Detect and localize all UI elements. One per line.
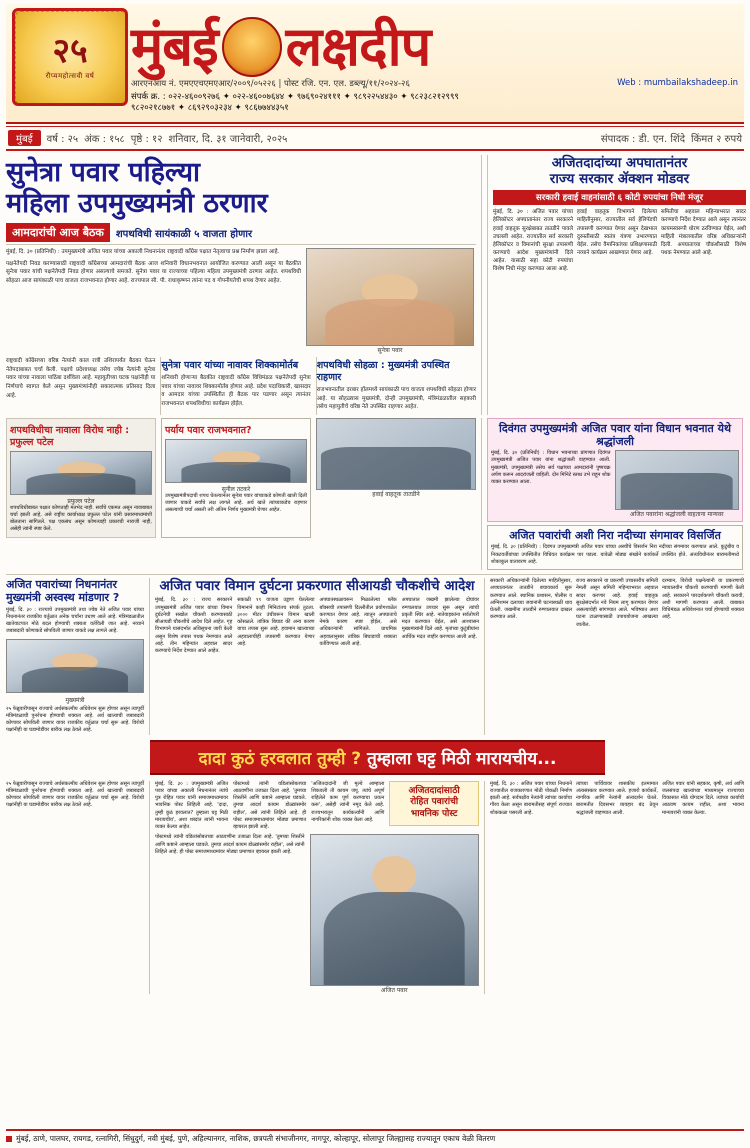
lead-photo-caption: सुनेत्रा पवार [377, 347, 403, 355]
cid-col-3: अपघातस्थळावरून मिळालेल्या ब्लॅक बॉक्सची तपासणी दिल्लीतील प्रयोगशाळेत करण्यात येणार आहे. त्यातून अपघाताचे नेमके कारण स्पष्ट होईल, असे अधिकाऱ्यांनी सांगितले. प्राथमिक अहवालानुसार तांत्रिक बिघाडाची शक्यता वर्तविण्यात आली आहे. [319, 597, 397, 647]
registration-line [131, 78, 738, 89]
lead-headline-line2: महिला उपमुख्यमंत्री ठरणार [6, 188, 268, 220]
banner-row [6, 735, 744, 779]
photo-torso [26, 473, 135, 493]
ajit-photo-block [310, 834, 479, 994]
opinion-row [6, 418, 476, 538]
lead-photo-block [306, 248, 474, 354]
bottom-right-column [484, 781, 744, 995]
contact-line-2: ९८२०२१८७७१ ✦ ८६९२९०३२३४ ✦ ९८६७७४४३५१ [131, 103, 289, 114]
contact-line [131, 92, 738, 115]
right-top-columns [493, 208, 746, 273]
lead-sub2-title: शपथविधी सोहळा : मुख्यमंत्री उपस्थित राहणार [316, 360, 450, 383]
lead-sub1-text: शनिवारी होणाऱ्या बैठकीत राष्ट्रवादी काँग्रेस विधिमंडळ पक्षनेतेपदी सुनेत्रा पवार यांच्या नावावर शिक्कामोर्तब होणार आहे. प्रदेश पदाधिकारी, खासदार व आमदार यांच्या उपस्थितीत ही बैठक पार पडणार असून त्यानंतर राजभवनात शपथविधीचा कार्यक्रम होईल. [161, 374, 311, 407]
editor-name: संपादक : डी. एन. शिंदे [600, 134, 686, 145]
top-section [6, 155, 744, 415]
rohit-highlight-block [389, 781, 479, 832]
issue-date: शनिवार, दि. ३१ जानेवारी, २०२५ [168, 134, 288, 145]
middle-right-col-2: राज्य सरकारने या प्रकरणी उच्चस्तरीय समिती नेमली असून समिती महिन्याभरात अहवाल सादर करणार आहे. हवाई वाहतूक सुरक्षेसंदर्भात नवे नियम लागू करण्यात येणार असल्याचेही सांगण्यात आले. भविष्यात अशा घटना टाळण्यासाठी उपाययोजना आखल्या जातील. [576, 578, 658, 628]
tribute-photo-block [615, 450, 739, 518]
lead-headline [6, 157, 476, 219]
ajit-photo-row [155, 834, 479, 994]
rohit-post-story [149, 781, 479, 995]
rohit-post-callout [389, 781, 479, 826]
lead-sub2-text: राजभवनातील दरबार हॉलमध्ये सायंकाळी पाच वाजता शपथविधी सोहळा होणार आहे. या सोहळ्यास मुख्यमंत्री, दोन्ही उपमुख्यमंत्री, मंत्रिमंडळातील सहकारी तसेच महायुतीचे वरिष्ठ नेते उपस्थित राहणार आहेत. [316, 386, 476, 411]
bottom-right-col-2: त्यांच्या पार्थिवावर शासकीय इतमामात अंत्यसंस्कार करण्यात आले. हजारो कार्यकर्ते, नागरिक आणि नेत्यांनी अंत्यदर्शन घेतले. बारामतीत दिवसभर व्यवहार बंद ठेवून श्रद्धांजली वाहण्यात आली. [576, 780, 658, 816]
anniversary-caption: रौप्यमहोत्सवी वर्ष [45, 71, 95, 80]
photo-torso [325, 299, 454, 345]
middle-right-col-3: दरम्यान, विरोधी पक्षनेत्यांनी या प्रकरणाची न्यायालयीन चौकशी करण्याची मागणी केली आहे. सरकारने पारदर्शकपणे चौकशी करावी, अशी मागणी करण्यात आली. याबाबत विधिमंडळ अधिवेशनात चर्चा होण्याची शक्यता आहे. [662, 578, 744, 621]
middle-section [6, 574, 744, 734]
second-band [6, 418, 744, 570]
newspaper-title [131, 14, 738, 80]
bottom-right-columns [490, 781, 744, 817]
ashes-text: मुंबई, दि. ३० (प्रतिनिधी) : दिवंगत उपमुख्यमंत्री अजित पवार यांच्या अस्थींचे विसर्जन निरा नदीच्या संगमावर करण्यात आले. कुटुंबीय व निकटवर्तीयांच्या उपस्थितीत विधिवत कार्यक्रम पार पडला. यावेळी मोठ्या संख्येने कार्यकर्ते उपस्थित होते. अंत्यविधीनंतर बारामतीमध्ये शोकाकुल वातावरण आहे. [491, 544, 739, 565]
rohit-post-row [155, 781, 479, 832]
distribution-text: मुंबई, ठाणे, पालघर, रायगड, रत्नागिरी, सिंधुदुर्ग, नवी मुंबई, पुणे, अहिल्यानगर, नाशिक, छत्रपती संभाजीनगर, नागपूर, कोल्हापूर, सोलापूर जिल्ह्यासह राज्यातून एकाच वेळी वितरण [16, 1134, 496, 1143]
rohit-col-1: मुंबई, दि. ३० : उपमुख्यमंत्री अजित पवार यांच्या अकाली निधनानंतर त्यांचे पुत्र रोहित पवार यांनी समाजमाध्यमावर भावनिक पोस्ट लिहिली आहे. 'दादा, तुम्ही कुठं हरवलात? तुम्हाला घट्ट मिठी मारायचीय', अशा शब्दांत त्यांनी भावना व्यक्त केल्या आहेत. [155, 780, 229, 830]
middle-right-col-1: सरकारी अधिकाऱ्यांनी दिलेल्या माहितीनुसार, अपघातानंतर तातडीने बचावकार्य सुरू करण्यात आले. स्थानिक प्रशासन, पोलीस व अग्निशमन दलाच्या जवानांनी घटनास्थळी धाव घेतली. जखमींना तातडीने रुग्णालयात दाखल करण्यात आले. [490, 578, 572, 621]
bottom-section [6, 781, 744, 995]
cm-headline: अजित पवारांच्या निधनानंतर मुख्यमंत्री अस्वस्थ मांडणार ? [6, 578, 120, 605]
cid-col-1: मुंबई, दि. ३० : राज्य सरकारने उपमुख्यमंत्री अजित पवार यांच्या विमान दुर्घटनेची सखोल चौकशी करण्यासाठी सीआयडी चौकशीचे आदेश दिले आहेत. गृह विभागाने यासंदर्भात अधिसूचना जारी केली असून विशेष तपास पथक नेमण्यात आले आहे. तीन महिन्यांत अहवाल सादर करण्याचे निर्देश देण्यात आले आहेत. [155, 597, 233, 655]
middle-right-column [484, 578, 744, 734]
lead-kicker-left: आमदारांची आज बैठक [6, 223, 110, 242]
issue-info-strip [6, 126, 744, 151]
lead-intro-row [6, 248, 476, 354]
price-label: किंमत २ रुपये [691, 134, 742, 145]
right-top-headline [493, 155, 746, 187]
lead-sub1-title: सुनेत्रा पवार यांच्या नावावर शिक्कामोर्तब [161, 360, 299, 372]
meeting-photo [316, 418, 476, 490]
cm-text-2: २५ फेब्रुवारीपासून राज्याचे अर्थसंकल्पीय अधिवेशन सुरू होणार असून त्यापूर्वी मंत्रिमंडळाची पुनर्रचना होण्याची शक्यता आहे. अर्थ खात्याची जबाबदारी कोणावर सोपविली जाणार यावर राजकीय वर्तुळात चर्चा सुरू आहे. विरोधी पक्षांनीही या घडामोडींवर बारीक लक्ष ठेवले आहे. [6, 705, 144, 734]
cm-story [6, 578, 144, 734]
rohit-col-3: 'अजितदादांनी जी मूल्ये आम्हाला शिकवली ती कायम जपू. त्यांचे अपूर्ण राहिलेले काम पूर्ण करण्याचा प्रयत्न करू', असेही त्यांनी नमूद केले आहे. राज्यभरातून कार्यकर्त्यांनी आणि नागरिकांनी शोक व्यक्त केला आहे. [311, 780, 385, 823]
banner-left-text: दादा कुठं हरवलात तुम्ही ? [198, 748, 362, 769]
sunetra-pawar-photo [306, 248, 474, 346]
lead-col-c [316, 357, 476, 415]
lead-story [6, 155, 476, 415]
lead-body: पक्षनेतेपदी निवड करण्यासाठी राष्ट्रवादी काँग्रेसच्या आमदारांची बैठक आज शनिवारी विधानभवनात आयोजित करण्यात आली असून या बैठकीत सुनेत्रा पवार यांची पक्षनेतेपदी निवड होणार असल्याचे समजते. सुनेत्रा पवार या राज्याच्या पहिल्या महिला उपमुख्यमंत्री ठरणार आहेत. शपथविधी सोहळा आज सायंकाळी पाच वाजता राजभवनात होणार आहे. राज्यपाल सी. पी. राधाकृष्णन त्यांना पद व गोपनीयतेची शपथ देणार आहेत. [6, 260, 301, 285]
tribute-headline: दिवंगत उपमुख्यमंत्री अजित पवार यांना विधान भवनात येथे श्रद्धांजली [499, 421, 731, 448]
tribute-text: मुंबई, दि. ३० (प्रतिनिधी) : विधान भवनाच्या प्रांगणात दिवंगत उपमुख्यमंत्री अजित पवार यांना श्रद्धांजली वाहण्यात आली. मुख्यमंत्री, उपमुख्यमंत्री तसेच सर्व पक्षांच्या आमदारांनी पुष्पचक्र अर्पण करून आदरांजली वाहिली. दोन मिनिटे स्तब्ध उभे राहून शोक व्यक्त करण्यात आला. [491, 450, 611, 486]
cm-text-1: मुंबई, दि. ३० : राज्याचे उपमुख्यमंत्री तथा ज्येष्ठ नेते अजित पवार यांच्या निधनानंतर राजकीय वर्तुळात अनेक चर्चांना उधाण आले आहे. मंत्रिमंडळातील खातेवाटपात मोठे बदल होण्याची शक्यता वर्तविली जात आहे. नव्याने जबाबदारी कोणाकडे सोपविली जाणार याकडे लक्ष लागले आहे. [6, 606, 144, 635]
photo-torso [181, 462, 290, 482]
photo-torso [22, 667, 128, 692]
callout-line-2: रोहित पवारांची [410, 797, 459, 808]
cid-col-4: अपघातात जखमी झालेल्या दोघांवर रुग्णालयात उपचार सुरू असून त्यांची प्रकृती स्थिर आहे. नातेवाइकांना सर्वतोपरी मदत करण्यात येईल, असे आश्वासन मुख्यमंत्र्यांनी दिले आहे. मृतांच्या कुटुंबीयांना आर्थिक मदत जाहीर करण्यात आली आहे. [401, 597, 479, 640]
bottom-right-col-3: अजित पवार यांनी सहकार, कृषी, अर्थ आणि जलसंपदा खात्यांच्या माध्यमातून राज्याच्या विकासात मोठे योगदान दिले. त्यांच्या कार्याची आठवण कायम राहील, अशा भावना मान्यवरांनी व्यक्त केल्या. [662, 780, 744, 816]
ganesh-icon [222, 17, 282, 77]
lead-col-a [6, 357, 155, 415]
callout-line-3: भावनिक पोस्ट [410, 808, 458, 819]
photo-face [373, 856, 417, 895]
issue-number: अंक : १५८ [84, 134, 125, 145]
anniversary-number: २५ [52, 30, 88, 71]
opinion-1-title: शपथविधीचा नावाला विरोध नाही : प्रफुल्ल पटेल [10, 424, 130, 448]
photo-torso [321, 447, 471, 489]
cid-col-2: सकाळी ११ वाजता उड्डाण घेतलेल्या विमानाने काही मिनिटांतच संपर्क तुटला. ३००० मीटर उंचीवरून विमान खाली कोसळले. तांत्रिक बिघाड की अन्य कारण याचा तपास सुरू आहे. हवामान खात्याच्या अहवालाचीही तपासणी करण्यात येणार आहे. [237, 597, 315, 647]
sunil-tatkare-photo [165, 439, 307, 483]
emotional-banner [150, 740, 606, 775]
opinion-block-1 [6, 418, 156, 538]
rohit-col-2: पोस्टमध्ये त्यांनी वडिलांसोबतच्या आठवणींना उजाळा दिला आहे. 'तुमच्या शिस्तीने आणि कष्टाने आम्हाला घडवले. तुमचा आदर्श कायम डोळ्यांसमोर राहील', असे त्यांनी लिहिले आहे. ही पोस्ट समाजमाध्यमांवर मोठ्या प्रमाणात व्हायरल झाली आहे. [233, 780, 307, 830]
right-top-story [487, 155, 746, 415]
banner-right-text: तुम्हाला घट्ट मिठी मारायचीय... [367, 748, 557, 769]
bullet-icon [6, 1136, 12, 1142]
tribute-photo-caption: अजित पवारांना श्रद्धांजली वाहताना मान्यवर [629, 511, 724, 519]
right-top-headline-line2: राज्य सरकार ॲक्शन मोडवर [549, 171, 690, 188]
distribution-footer [6, 1129, 744, 1144]
page-count: पृष्ठे : १२ [130, 134, 163, 145]
prafull-patel-photo [10, 451, 152, 495]
cid-columns [155, 597, 479, 655]
registration-text: आरएनआय नं. एमएएचएमएआर/२००९/०५२२६ | पोस्ट रजि. एन. एल. डब्ल्यू/११/२०२४-२६ [131, 79, 410, 89]
middle-right-columns [490, 578, 744, 629]
bottom-left-text: २५ फेब्रुवारीपासून राज्याचे अर्थसंकल्पीय अधिवेशन सुरू होणार असून त्यापूर्वी मंत्रिमंडळाची पुनर्रचना होण्याची शक्यता आहे. अर्थ खात्याची जबाबदारी कोणावर सोपविली जाणार यावर राजकीय वर्तुळात चर्चा सुरू आहे. विरोधी पक्षांनीही या घडामोडींवर बारीक लक्ष ठेवले आहे. [6, 780, 144, 809]
tribute-row [491, 450, 739, 518]
masthead [6, 4, 744, 124]
photo-torso [620, 473, 733, 509]
right-top-col3: समितीचा अहवाल महिन्याभरात सादर करण्याचे निर्देश देण्यात आले असून त्यानंतर कायमस्वरूपी धोरण ठरविण्यात येईल, अशी माहिती मंत्रालयातील वरिष्ठ अधिकाऱ्यांनी दिली. अपघाताच्या चौकशीसाठी विशेष पथक नेमण्यात आले आहे. [661, 209, 746, 256]
rohit-col-4: पोस्टमध्ये त्यांनी वडिलांसोबतच्या आठवणींना उजाळा दिला आहे. 'तुमच्या शिस्तीने आणि कष्टाने आम्हाला घडवले. तुमचा आदर्श कायम डोळ्यांसमोर राहील', असे त्यांनी लिहिले आहे. ही पोस्ट समाजमाध्यमांवर मोठ्या प्रमाणात व्हायरल झाली आहे. [155, 834, 305, 855]
ajit-pawar-photo [310, 834, 479, 986]
cm-photo-caption: मुख्यमंत्री [65, 696, 85, 704]
bottom-right-col-1: मुंबई, दि. ३० : अजित पवार यांच्या निधनाने राज्यातील राजकारणात मोठी पोकळी निर्माण झाली आहे. सर्वपक्षीय नेत्यांनी त्यांच्या कार्याचा गौरव केला असून बारामतीसह संपूर्ण राज्यात शोककळा पसरली आहे. [490, 780, 572, 816]
right-top-col1: मुंबई, दि. ३० : अजित पवार यांच्या हेलिकॉप्टर अपघातानंतर राज्य सरकारने हवाई वाहतूक सुरक्षेबाबत तातडीने पावले उचलली आहेत. राज्यातील सर्व सरकारी हेलिकॉप्टर व विमानांची सुरक्षा तपासणी करण्याचे आदेश मुख्यमंत्र्यांनी दिले आहेत. यासाठी सहा कोटी रुपयांचा विशेष निधी मंजूर करण्यात आला आहे. [493, 209, 573, 273]
issue-year: वर्ष : २५ [46, 134, 79, 145]
photo-torso [324, 892, 465, 985]
lead-intro-text [6, 248, 301, 354]
ajit-photo-caption: अजित पवार [380, 987, 408, 995]
second-band-filler [316, 418, 476, 538]
cid-story [149, 578, 479, 734]
right-top-strip: सरकारी हवाई वाहनांसाठी ६ कोटी रुपयांचा निधी मंजूर [493, 190, 746, 205]
bottom-left-filler [6, 781, 144, 995]
ashes-story [487, 525, 743, 570]
right-top-headline-line1: अजितदादांच्या अपघातानंतर [551, 155, 688, 171]
right-top-photo-caption: हवाई वाहतूक तातडीने [372, 490, 420, 498]
opinion-2-text: उपमुख्यमंत्रीपदाची शपथ घेतल्यानंतर सुनेत्रा पवार यांच्याकडे कोणती खाती दिली जाणार याकडे सर्वांचे लक्ष लागले आहे. अर्थ खाते त्यांच्याकडेच राहणार असल्याची चर्चा असली तरी अंतिम निर्णय मुख्यमंत्री घेणार आहेत. [165, 492, 307, 514]
lead-subcolumns [6, 357, 476, 415]
opinion-1-caption: प्रफुल्ल पटेल [67, 497, 95, 505]
tribute-photo [615, 450, 739, 510]
right-top-col2: हवाई वाहतूक विभागाने दिलेल्या माहितीनुसार, राज्यातील सर्व हेलिपॅडची तपासणी करण्यात येणार असून देखभाल दुरुस्तीसाठी स्वतंत्र यंत्रणा उभारण्यात येईल. तसेच वैमानिकांच्या प्रशिक्षणासाठी नव्याने कार्यक्रम आखण्यात येणार आहे. [577, 209, 657, 256]
anniversary-logo [12, 8, 128, 106]
lead-headline-line1: सुनेत्रा पवार पहिल्या [6, 157, 200, 188]
emotional-banner-wrap [150, 735, 606, 779]
contact-line-1: संपर्क क्र. : ०२२-४६००९२७६ ✦ ०२२-४६००७६४४ ✦ ९७६९०२४१११ ✦ ९८९२२५४४३० ✦ ९८२३८२१२९९९ [131, 92, 459, 102]
title-word-right: लक्षदीप [285, 15, 431, 78]
lead-body-2: राष्ट्रवादी काँग्रेसच्या वरिष्ठ नेत्यांनी काल रात्री उशिरापर्यंत बैठका घेऊन नेतेपदाबाबत चर्चा केली. पक्षाचे प्रदेशाध्यक्ष तसेच ज्येष्ठ नेत्यांनी सुनेत्रा पवार यांच्या नावाला पाठिंबा दर्शविला आहे. महायुतीच्या घटक पक्षांनीही या निर्णयाचे स्वागत केले असून मुख्यमंत्र्यांनीही सकारात्मक प्रतिसाद दिला आहे. [6, 358, 156, 399]
lead-kicker-row [6, 223, 476, 245]
title-word-left: मुंबई [131, 15, 218, 78]
cid-headline: अजित पवार विमान दुर्घटना प्रकरणात सीआयडी चौकशीचे आदेश [159, 578, 475, 595]
tribute-story [487, 418, 743, 522]
second-band-left [6, 418, 476, 570]
callout-line-1: अजितदादांसाठी [408, 785, 460, 796]
website-link[interactable]: Web : mumbailakshadeep.in [617, 78, 738, 88]
opinion-2-caption: सुनील तटकरे [221, 485, 251, 493]
lead-dateline: मुंबई, दि. ३० (प्रतिनिधी) : उपमुख्यमंत्री अजित पवार यांच्या अकाली निधनानंतर राष्ट्रवादी काँग्रेस पक्षात नेतृत्वाचा प्रश्न निर्माण झाला आहे. [6, 249, 280, 256]
ashes-headline: अजित पवारांची अशी निरा नदीच्या संगमावर विसर्जित [509, 529, 721, 543]
opinion-1-text: शपथविधीबाबत पक्षात कोणताही मतभेद नाही. सर्वांचे एकमत असून नावाबाबत चर्चा झाली आहे, असे राष्ट्रीय कार्याध्यक्ष प्रफुल्ल पटेल यांनी प्रसारमाध्यमांशी बोलताना सांगितले. पक्ष एकसंध असून कोणत्याही प्रकारची नाराजी नाही, असेही त्यांनी स्पष्ट केले. [10, 504, 152, 533]
chief-minister-photo [6, 639, 144, 693]
edition-place: मुंबई [8, 130, 41, 146]
right-mid-stories [481, 418, 743, 570]
lead-col-b [160, 357, 310, 415]
lead-kicker-right: शपथविधी सायंकाळी ५ वाजता होणार [115, 228, 253, 240]
opinion-2-title: पर्याय पवार राजभवनात? [165, 424, 252, 436]
opinion-block-2 [161, 418, 311, 538]
